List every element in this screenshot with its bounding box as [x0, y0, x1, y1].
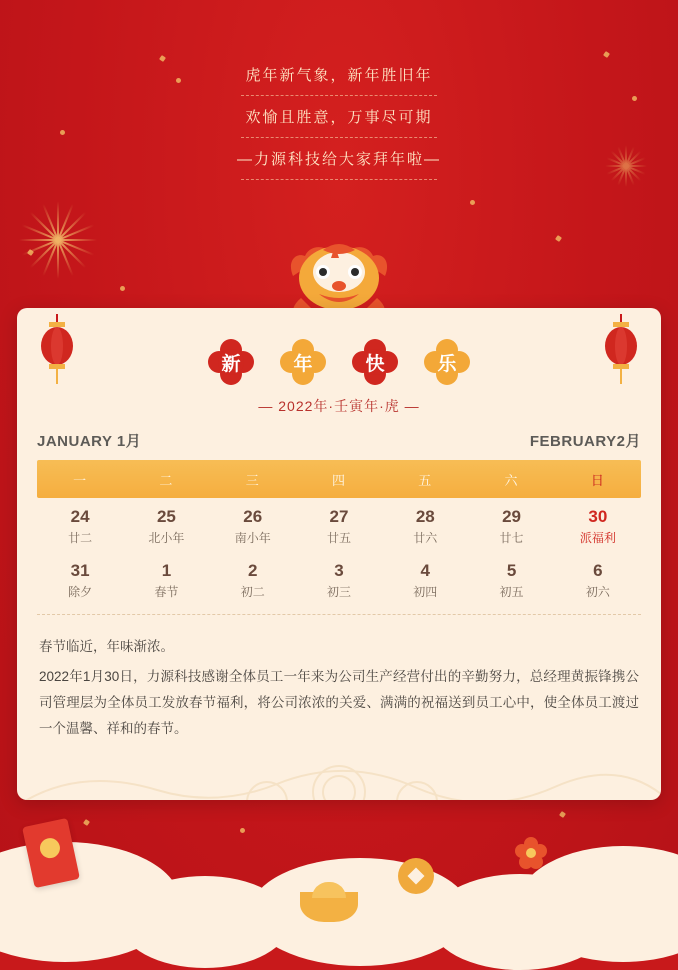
calendar-day	[296, 560, 382, 602]
day-number: 5	[506, 561, 517, 580]
day-number: 6	[593, 561, 603, 580]
day-number: 25	[156, 507, 176, 526]
day-number: 27	[329, 507, 349, 526]
greeting-divider	[241, 179, 437, 180]
calendar-day	[210, 506, 296, 548]
calendar-day	[210, 560, 296, 602]
day-label: 北小年	[148, 531, 185, 545]
day-number: 30	[588, 507, 608, 526]
day-number: 3	[334, 561, 344, 580]
badge-kuai	[351, 338, 399, 386]
greeting-line-3: —力源科技给大家拜年啦—	[236, 151, 441, 168]
calendar-day-highlight	[555, 506, 641, 548]
day-label: 初五	[499, 585, 524, 599]
day-label: 初四	[413, 585, 438, 599]
day-label: 廿五	[326, 531, 351, 545]
month-left-label: JANUARY 1月	[37, 433, 142, 450]
day-label: 春节	[154, 585, 179, 599]
calendar-day	[37, 560, 123, 602]
month-right-label: FEBRUARY2月	[529, 433, 641, 450]
weekday-header	[37, 460, 641, 498]
greeting-badges	[17, 338, 661, 386]
day-label: 初六	[585, 585, 610, 599]
day-label: 廿二	[68, 531, 93, 545]
badge-nian	[279, 338, 327, 386]
greeting-line-2: 欢愉且胜意，万事尽可期	[245, 109, 433, 126]
day-number: 1	[161, 561, 172, 580]
badge-le	[423, 338, 471, 386]
day-number: 31	[70, 561, 90, 580]
calendar-day-grid	[37, 506, 641, 602]
greeting-block	[0, 54, 678, 180]
gold-ingot-icon	[300, 892, 358, 922]
day-label: 南小年	[234, 531, 271, 545]
festival-card	[17, 308, 661, 800]
spark-dot	[120, 286, 125, 291]
day-number: 4	[420, 561, 431, 580]
calendar-day	[468, 560, 554, 602]
year-subtitle: — 2022年·壬寅年·虎 —	[258, 398, 420, 414]
day-label: 除夕	[68, 585, 93, 599]
calendar-day	[123, 506, 209, 548]
calendar-day	[296, 506, 382, 548]
badge-label: 新	[221, 353, 241, 375]
firework-icon	[10, 192, 106, 288]
day-number: 29	[502, 507, 522, 526]
weekday-wed: 三	[245, 472, 260, 488]
calendar-day	[37, 506, 123, 548]
month-row	[37, 430, 641, 451]
day-label: 廿七	[499, 531, 524, 545]
announcement-paragraph-1: 春节临近，年味渐浓。	[39, 639, 174, 654]
weekday-fri: 五	[418, 472, 433, 488]
gold-coin-icon	[398, 858, 434, 894]
calendar-day	[382, 506, 468, 548]
announcement-paragraph-2: 2022年1月30日，力源科技感谢全体员工一年来为公司生产经营付出的辛勤努力，总经理黄振锋携公司管理层为全体员工发放春节福利，将公司浓浓的关爱、满满的祝福送到员工心中，使全体员工渡过一个温馨、祥和的春节。	[39, 669, 639, 736]
weekday-mon: 一	[73, 472, 88, 488]
day-label: 初三	[326, 585, 351, 599]
day-label: 派福利	[579, 531, 616, 545]
day-number: 24	[70, 507, 90, 526]
greeting-line-1: 虎年新气象，新年胜旧年	[245, 67, 433, 84]
day-number: 2	[247, 561, 258, 580]
calendar-day	[382, 560, 468, 602]
card-divider	[37, 614, 641, 615]
weekday-sat: 六	[504, 472, 519, 488]
calendar-day	[555, 560, 641, 602]
badge-xin	[207, 338, 255, 386]
calendar-day	[123, 560, 209, 602]
day-number: 28	[415, 507, 435, 526]
weekday-tue: 二	[159, 472, 174, 488]
badge-label: 快	[365, 353, 385, 375]
day-label: 初二	[240, 585, 265, 599]
bottom-decoration	[0, 772, 678, 932]
day-number: 26	[243, 507, 263, 526]
calendar-day	[468, 506, 554, 548]
day-label: 廿六	[413, 531, 438, 545]
badge-label: 乐	[437, 353, 457, 375]
announcement-text	[39, 634, 639, 746]
weekday-sun: 日	[590, 472, 605, 488]
badge-label: 年	[293, 353, 313, 375]
plum-blossom-icon	[514, 836, 548, 870]
spark-dot	[470, 200, 475, 205]
weekday-thu: 四	[331, 472, 346, 488]
